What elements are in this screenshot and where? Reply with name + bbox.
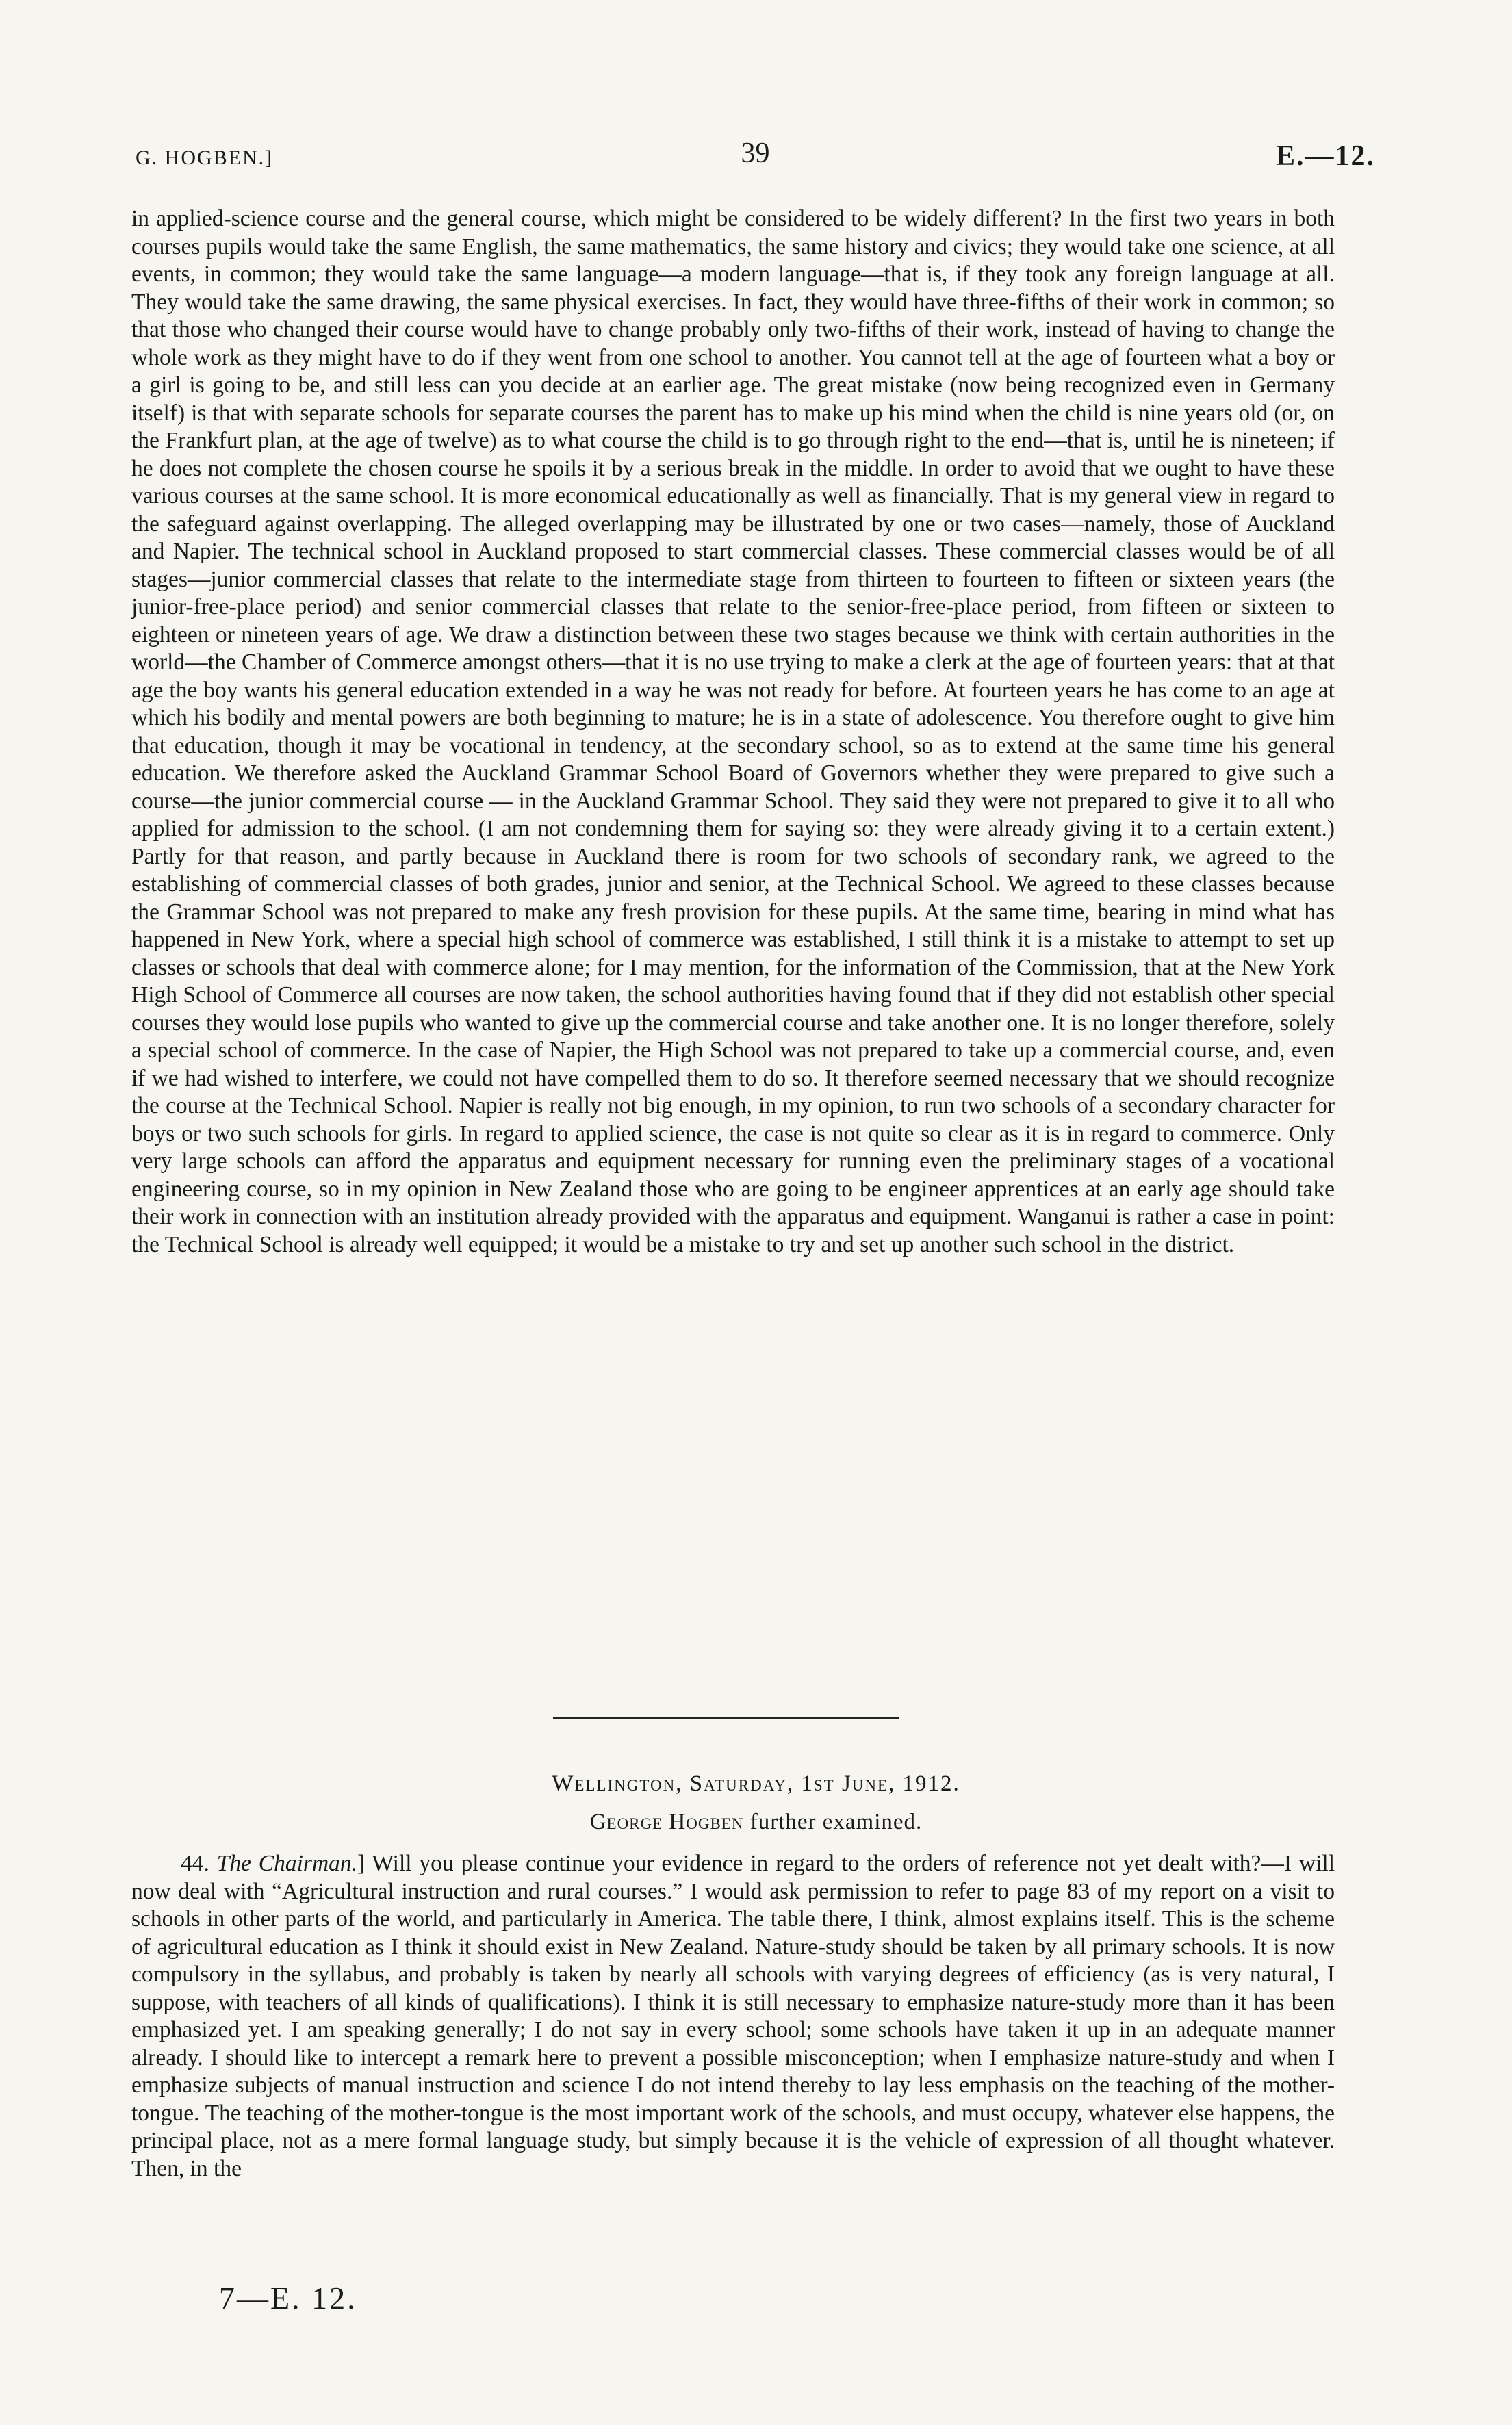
speaker-label: The Chairman. bbox=[216, 1851, 358, 1876]
question-number: 44. bbox=[181, 1851, 209, 1876]
page-header bbox=[136, 137, 1375, 178]
signature-mark: 7—E. 12. bbox=[219, 2281, 357, 2315]
page-number: 39 bbox=[741, 138, 770, 169]
session-heading: Wellington, Saturday, 1st June, 1912. bbox=[552, 1771, 960, 1796]
witness-name: George Hogben bbox=[589, 1810, 744, 1834]
header-witness-name: G. HOGBEN.] bbox=[136, 146, 274, 169]
evidence-paragraph-continued bbox=[131, 205, 1335, 1259]
question-paragraph-44 bbox=[131, 1850, 1335, 2183]
witness-status: further examined. bbox=[743, 1810, 923, 1834]
document-reference: E.—12. bbox=[1275, 140, 1375, 172]
question-text: ] Will you please continue your evidence in regard to the orders of reference not yet dealt with?—I will now deal with “Agricultural instruction and rural courses.” I would ask permission to refer to page 83 of my report on a visit to schools in other parts of the world, and particularly in America. The table there, I think, almost explains itself. This is the scheme of agricultural education as I think it should exist in New Zealand. Nature-study should be taken by all primary schools. It is now compulsory in the syllabus, and probably is taken by nearly all schools with varying degrees of efficiency (as is very natural, I suppose, with teachers of all kinds of qualifications). I think it is still necessary to emphasize nature-study more than it has been emphasized yet. I am speaking generally; I do not say in every school; some schools have taken it up in an adequate manner already. I should like to intercept a remark here to prevent a possible misconception; when I emphasize nature-study and when I emphasize subjects of manual instruction and science I do not intend thereby to lay less emphasis on the teaching of the mother-tongue. The teaching of the mother-tongue is the most important work of the schools, and must occupy, whatever else happens, the principal place, not as a mere formal language study, but simply because it is the vehicle of expression of all thought whatever. Then, in the bbox=[131, 1851, 1335, 2181]
section-divider bbox=[553, 1717, 899, 1719]
witness-heading bbox=[0, 1810, 1512, 1835]
paragraph-text: in applied-science course and the general course, which might be considered to be widely different? In the first two years in both courses pupils would take the same English, the same mathematics, the same history and civics; they would take one science, at all events, in common; they would take the same language—a modern language—that is, if they took any foreign language at all. They would take the same drawing, the same physical exercises. In fact, they would have three-fifths of their work in common; so that those who changed their course would have to change probably only two-fifths of their work, instead of having to change the whole work as they might have to do if they went from one school to another. You cannot tell at the age of fourteen what a boy or a girl is going to be, and still less can you decide at an earlier age. The great mistake (now being recognized even in Germany itself) is that with separate schools for separate courses the parent has to make up his mind when the child is nine years old (or, on the Frankfurt plan, at the age of twelve) as to what course the child is to go through right to the end—that is, until he is nineteen; if he does not complete the chosen course he spoils it by a serious break in the middle. In order to avoid that we ought to have these various courses at the same school. It is more economical educationally as well as financially. That is my general view in regard to the safeguard against overlapping. The alleged overlapping may be illustrated by one or two cases—namely, those of Auckland and Napier. The technical school in Auckland proposed to start commercial classes. These commercial classes would be of all stages—junior commercial classes that relate to the intermediate stage from thirteen to fourteen to fifteen or sixteen years (the junior-free-place period) and senior commercial classes that relate to the senior-free-place period, from fifteen or sixteen to eighteen or nineteen years of age. We draw a distinction between these two stages because we think with certain authorities in the world—the Chamber of Commerce amongst others—that it is no use trying to make a clerk at the age of fourteen years: that at that age the boy wants his general education extended in a way he was not ready for before. At fourteen years he has come to an age at which his bodily and mental powers are both beginning to mature; he is in a state of adolescence. You therefore ought to give him that education, though it may be vocational in tendency, at the secondary school, so as to extend at the same time his general education. We therefore asked the Auckland Grammar School Board of Governors whether they were prepared to give such a course—the junior commercial course — in the Auckland Grammar School. They said they were not prepared to give it to all who applied for admission to the school. (I am not condemning them for saying so: they were already giving it to a certain extent.) Partly for that reason, and partly because in Auckland there is room for two schools of secondary rank, we agreed to the establishing of commercial classes of both grades, junior and senior, at the Technical School. We agreed to these classes because the Grammar School was not prepared to make any fresh provision for these pupils. At the same time, bearing in mind what has happened in New York, where a special high school of commerce was established, I still think it is a mistake to attempt to set up classes or schools that deal with commerce alone; for I may mention, for the information of the Commission, that at the New York High School of Commerce all courses are now taken, the school authorities having found that if they did not establish other special courses they would lose pupils who wanted to give up the commercial course and take another one. It is no longer therefore, solely a special school of commerce. In the case of Napier, the High School was not prepared to take up a commercial course, and, even if we had wished to interfere, we could not have compelled them to do so. It therefore seemed necessary that we should recognize the course at the Technical School. Napier is really not big enough, in my opinion, to run two schools of a secondary character for boys or two such schools for girls. In regard to applied science, the case is not quite so clear as it is in regard to commerce. Only very large schools can afford the apparatus and equipment necessary for running even the preliminary stages of a vocational engineering course, so in my opinion in New Zealand those who are going to be engineer apprentices at an early age should take their work in connection with an institution already provided with the apparatus and equipment. Wanganui is rather a case in point: the Technical School is already well equipped; it would be a mistake to try and set up another such school in the district. bbox=[131, 206, 1335, 1257]
